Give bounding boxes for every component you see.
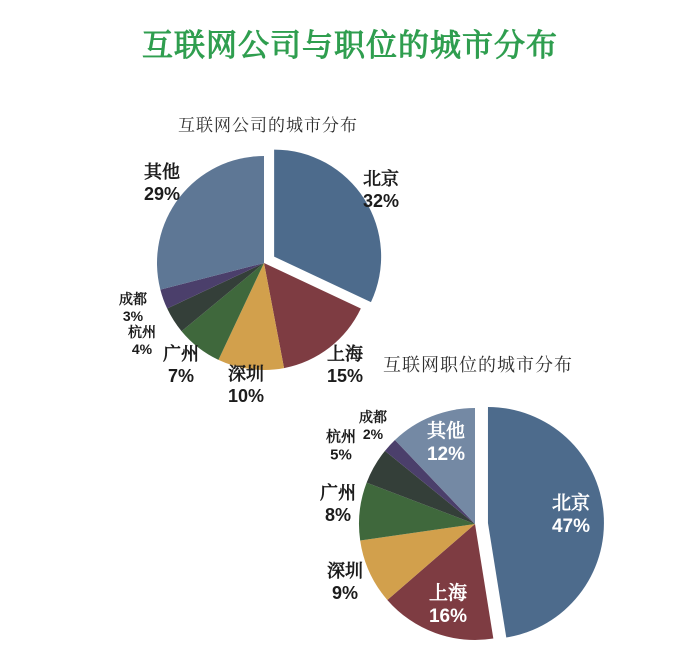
pie2-label-others-name: 其他 — [426, 420, 465, 442]
pie2-label-guangzhou — [320, 483, 356, 527]
pie1-label-guangzhou — [163, 344, 199, 388]
pie2-label-others-percent: 12% — [426, 444, 466, 465]
pie1-label-hangzhou-percent: 4% — [131, 341, 153, 357]
pie1-label-others-percent: 29% — [143, 184, 181, 204]
pie2-label-shenzhen-percent: 9% — [331, 583, 358, 603]
pie1-label-guangzhou-name: 广州 — [163, 344, 199, 365]
pie2-label-beijing — [552, 492, 590, 538]
pie2-label-others — [427, 420, 465, 466]
pie1-label-beijing-name: 北京 — [363, 169, 399, 190]
pie1-label-shenzhen-percent: 10% — [227, 386, 265, 406]
pie2-label-beijing-name: 北京 — [551, 492, 590, 514]
pie1-label-shenzhen — [228, 364, 264, 408]
pie2-label-guangzhou-percent: 8% — [324, 505, 351, 525]
pie1-label-guangzhou-percent: 7% — [167, 366, 194, 386]
pie1-label-shenzhen-name: 深圳 — [228, 364, 264, 385]
pie2-label-shanghai — [429, 582, 467, 628]
pie2-label-chengdu-percent: 2% — [362, 426, 384, 442]
pie1-label-chengdu — [119, 291, 147, 325]
pie1-label-chengdu-percent: 3% — [122, 308, 144, 324]
pie1-label-others — [144, 162, 180, 206]
pie1-label-hangzhou — [128, 324, 156, 358]
pie1-label-chengdu-name: 成都 — [119, 290, 147, 307]
pie2-label-shanghai-name: 上海 — [428, 582, 467, 604]
page-title: 互联网公司与职位的城市分布 — [142, 28, 558, 63]
pie1-label-shanghai-name: 上海 — [327, 344, 363, 365]
pie2-label-hangzhou-percent: 5% — [330, 447, 352, 464]
pie2-label-shanghai-percent: 16% — [428, 606, 468, 627]
pie2-label-chengdu-name: 成都 — [359, 408, 387, 425]
pie2-label-guangzhou-name: 广州 — [320, 483, 356, 504]
chart1-title: 互联网公司的城市分布 — [178, 116, 358, 135]
pie1-label-beijing-percent: 32% — [362, 191, 400, 211]
pie2-label-hangzhou-name: 杭州 — [325, 428, 357, 446]
chart2-title: 互联网职位的城市分布 — [383, 355, 573, 375]
pie2-label-shenzhen — [327, 561, 363, 605]
pie2-label-shenzhen-name: 深圳 — [327, 561, 363, 582]
pie1-label-others-name: 其他 — [144, 162, 180, 183]
pie1-label-beijing — [363, 169, 399, 213]
pie2-label-hangzhou — [326, 429, 356, 466]
pie1-label-hangzhou-name: 杭州 — [128, 323, 156, 340]
pie1-label-shanghai — [327, 344, 363, 388]
pie2-label-beijing-percent: 47% — [551, 516, 591, 537]
pie2-label-chengdu — [359, 409, 387, 443]
pie1-label-shanghai-percent: 15% — [326, 366, 364, 386]
